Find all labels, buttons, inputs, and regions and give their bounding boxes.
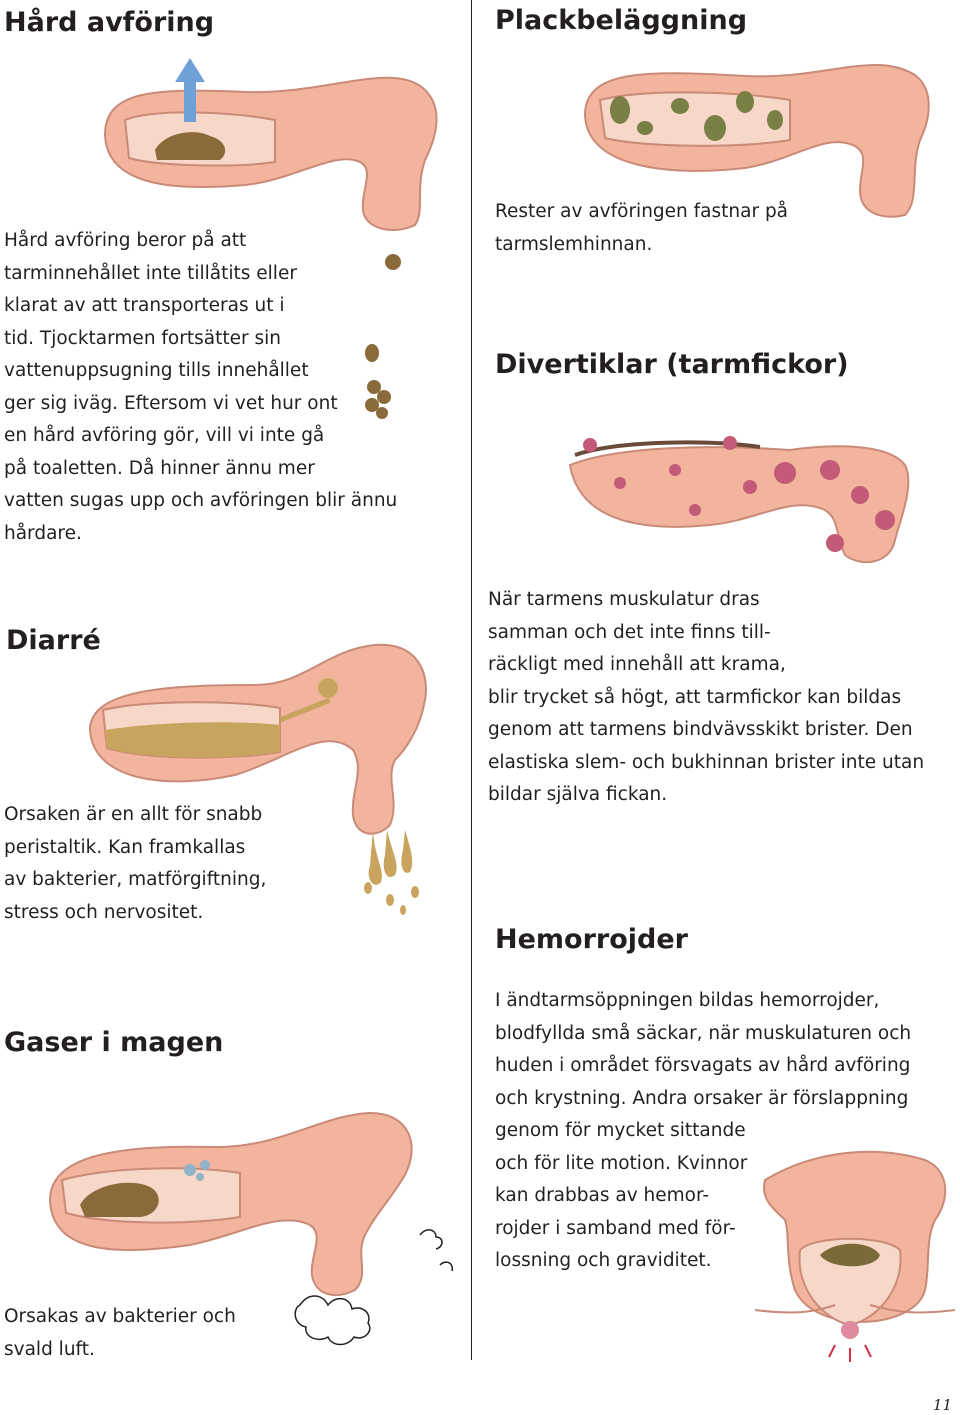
body-line: Orsaken är en allt för snabb (4, 804, 263, 825)
body-line: I ändtarmsöppningen bildas hemorrojder, (495, 990, 880, 1011)
plaque-heading: Plackbeläggning (495, 5, 748, 36)
body-line: peristaltik. Kan framkallas (4, 836, 246, 858)
body-line: stress och nervositet. (4, 901, 204, 923)
body-line: av bakterier, matförgiftning, (4, 869, 267, 890)
diarrhea-body (4, 799, 266, 929)
body-line: När tarmens muskulatur dras (488, 589, 760, 610)
intestine-diverticula-illustration (560, 425, 920, 575)
body-line: rojder i samband med för- (495, 1217, 736, 1239)
diverticula-body (488, 584, 924, 812)
body-line: bildar själva fickan. (488, 784, 668, 805)
body-line: kan drabbas av hemor- (495, 1185, 710, 1206)
body-line: blir trycket så högt, att tarmfickor kan bildas (488, 686, 902, 708)
hemorrhoids-body (495, 985, 911, 1278)
body-line: vattenuppsugning tills innehållet (4, 360, 309, 381)
body-line: blodfyllda små säckar, när muskulaturen och (495, 1022, 912, 1044)
gas-heading: Gaser i magen (4, 1027, 224, 1058)
body-line: tarminnehållet inte tillåtits eller (4, 262, 297, 284)
body-line: Rester av avföringen fastnar på (495, 201, 789, 222)
hard-stool-body (4, 225, 397, 550)
body-line: klarat av att transporteras ut i (4, 295, 285, 316)
body-line: vatten sugas upp och avföringen blir ännu (4, 490, 398, 511)
page-number: 11 (932, 1396, 952, 1414)
diarrhea-heading: Diarré (6, 625, 101, 656)
body-line: genom för mycket sittande (495, 1120, 746, 1141)
body-line: en hård avföring gör, vill vi inte gå (4, 425, 325, 446)
body-line: räckligt med innehåll att krama, (488, 654, 786, 675)
diverticula-heading: Divertiklar (tarmfickor) (495, 349, 849, 380)
body-line: huden i området försvagats av hård avföring (495, 1055, 911, 1076)
body-line: Orsakas av bakterier och (4, 1306, 236, 1327)
hemorrhoids-heading: Hemorrojder (495, 924, 688, 955)
plaque-body (495, 196, 788, 261)
body-line: elastiska slem- och bukhinnan brister inte utan (488, 751, 925, 773)
body-line: och krystning. Andra orsaker är förslappning (495, 1087, 909, 1109)
body-line: på toaletten. Då hinner ännu mer (4, 457, 315, 479)
body-line: ger sig iväg. Eftersom vi vet hur ont (4, 392, 338, 414)
body-line: svald luft. (4, 1338, 95, 1360)
body-line: lossning och graviditet. (495, 1250, 712, 1271)
body-line: samman och det inte finns till- (488, 621, 771, 643)
hard-stool-heading: Hård avföring (4, 7, 215, 38)
body-line: och för lite motion. Kvinnor (495, 1152, 748, 1174)
body-line: genom att tarmens bindvävsskikt brister. Den (488, 719, 913, 740)
gas-body (4, 1301, 236, 1366)
body-line: Hård avföring beror på att (4, 230, 247, 251)
body-line: tarmslemhinnan. (495, 233, 653, 255)
column-divider (471, 0, 472, 1360)
body-line: hårdare. (4, 522, 82, 544)
body-line: tid. Tjocktarmen fortsätter sin (4, 327, 281, 349)
